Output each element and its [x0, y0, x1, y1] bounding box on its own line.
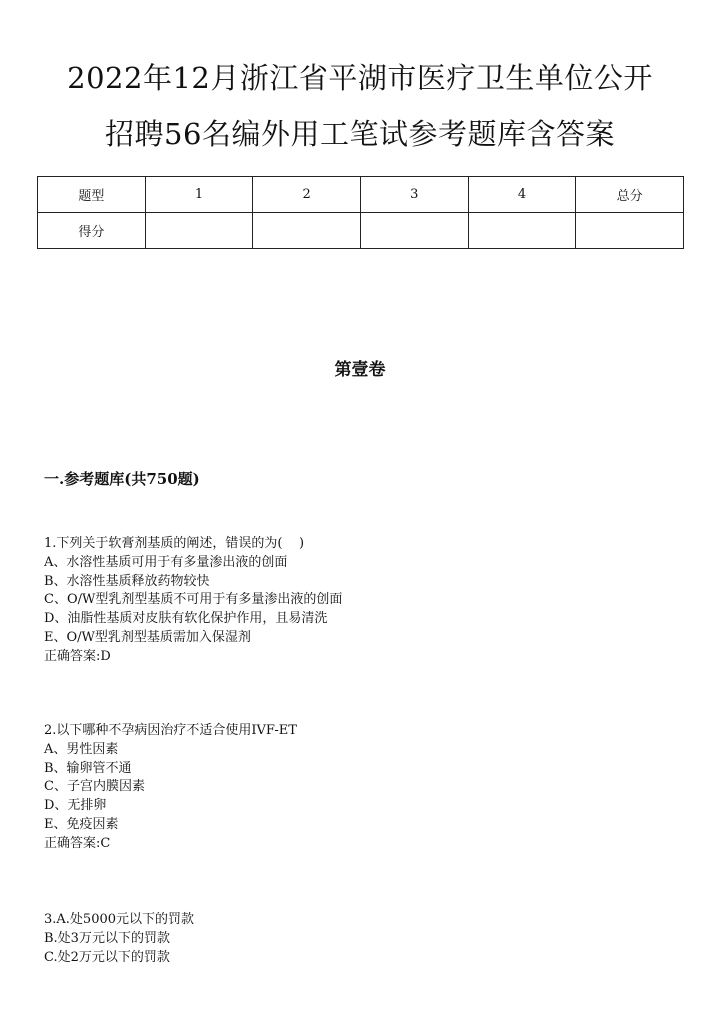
- document-title-line-1: 2022年12月浙江省平湖市医疗卫生单位公开: [67, 61, 653, 95]
- score-table-cell: [145, 213, 253, 249]
- score-table-score-row: [38, 213, 684, 249]
- question-block: [44, 535, 342, 667]
- question-option: C、子宫内膜因素: [44, 779, 145, 795]
- document-title-line-2: 招聘56名编外用工笔试参考题库含答案: [105, 117, 615, 151]
- question-option: B.处3万元以下的罚款: [44, 930, 170, 946]
- question-option: A、男性因素: [44, 741, 119, 757]
- question-answer: 正确答案:D: [44, 648, 111, 664]
- question-stem: 3.A.处5000元以下的罚款: [44, 912, 195, 927]
- score-table-row-label: 得分: [38, 213, 146, 249]
- score-table-header-cell: 1: [145, 177, 253, 213]
- question-block: [44, 722, 297, 854]
- question-option: D、油脂性基质对皮肤有软化保护作用，且易清洗: [44, 611, 328, 627]
- score-table-header-cell: 总分: [576, 177, 684, 213]
- score-table-header-cell: 3: [360, 177, 468, 213]
- score-table: [37, 176, 684, 249]
- section-title: 第壹卷: [334, 360, 386, 380]
- score-table-header-row: [38, 177, 684, 213]
- question-option: E、免疫因素: [44, 816, 119, 832]
- score-table-header-cell: 题型: [38, 177, 146, 213]
- question-option: C.处2万元以下的罚款: [44, 949, 170, 965]
- score-table-header-cell: 2: [253, 177, 361, 213]
- score-table-cell: [360, 213, 468, 249]
- question-option: B、水溶性基质释放药物较快: [44, 573, 210, 589]
- question-stem: 1.下列关于软膏剂基质的阐述，错误的为( ): [44, 536, 305, 551]
- score-table-header-cell: 4: [468, 177, 576, 213]
- question-option: D、无排卵: [44, 798, 107, 814]
- question-block: [44, 911, 194, 967]
- question-option: C、O/W型乳剂型基质不可用于有多量渗出液的创面: [44, 592, 343, 608]
- question-option: A、水溶性基质可用于有多量渗出液的创面: [44, 554, 288, 570]
- question-answer: 正确答案:C: [44, 835, 111, 851]
- question-option: B、输卵管不通: [44, 760, 132, 776]
- score-table-cell: [253, 213, 361, 249]
- question-stem: 2.以下哪种不孕病因治疗不适合使用IVF-ET: [44, 723, 297, 738]
- question-option: E、O/W型乳剂型基质需加入保湿剂: [44, 629, 251, 645]
- score-table-cell: [576, 213, 684, 249]
- part-title: 一.参考题库(共750题): [44, 470, 200, 488]
- score-table-cell: [468, 213, 576, 249]
